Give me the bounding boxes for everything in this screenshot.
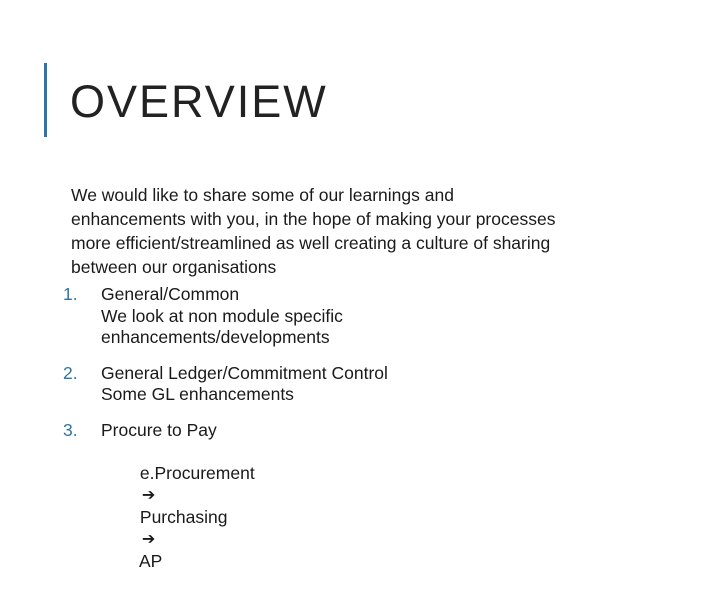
- list-item-body: [101, 284, 343, 349]
- list-item-line: We look at non module specific: [101, 305, 343, 326]
- intro-line: We would like to share some of our learnings and: [71, 185, 454, 205]
- flow-step: Purchasing: [139, 506, 228, 527]
- arrow-right-icon: ➔: [141, 487, 156, 504]
- intro-line: enhancements with you, in the hope of making your processes: [71, 209, 556, 229]
- list-item-heading: General/Common: [101, 284, 240, 304]
- list-number: 2.: [63, 362, 78, 383]
- list-item-heading: General Ledger/Commitment Control: [101, 362, 388, 383]
- list-item: [63, 363, 683, 406]
- list-item: [63, 284, 683, 349]
- title-accent-bar: [44, 63, 47, 137]
- slide-title: OVERVIEW: [70, 76, 328, 127]
- list-item-heading: Procure to Pay: [101, 419, 217, 440]
- list-item-body: [101, 363, 388, 406]
- list-item-line: Some GL enhancements: [101, 384, 294, 404]
- arrow-right-icon: ➔: [141, 531, 156, 548]
- list-item-line: enhancements/developments: [101, 327, 330, 347]
- flow-step: AP: [138, 550, 163, 571]
- list-number: 1.: [63, 284, 78, 304]
- intro-line: more efficient/streamlined as well creating a culture of sharing: [71, 233, 551, 253]
- numbered-list: [63, 284, 683, 608]
- intro-line: between our organisations: [71, 257, 277, 277]
- list-item: [63, 420, 683, 594]
- list-item-body: [101, 420, 255, 594]
- intro-paragraph: [71, 183, 671, 279]
- process-flow: [101, 441, 255, 594]
- list-number: 3.: [63, 419, 78, 440]
- flow-step: e.Procurement: [139, 462, 255, 483]
